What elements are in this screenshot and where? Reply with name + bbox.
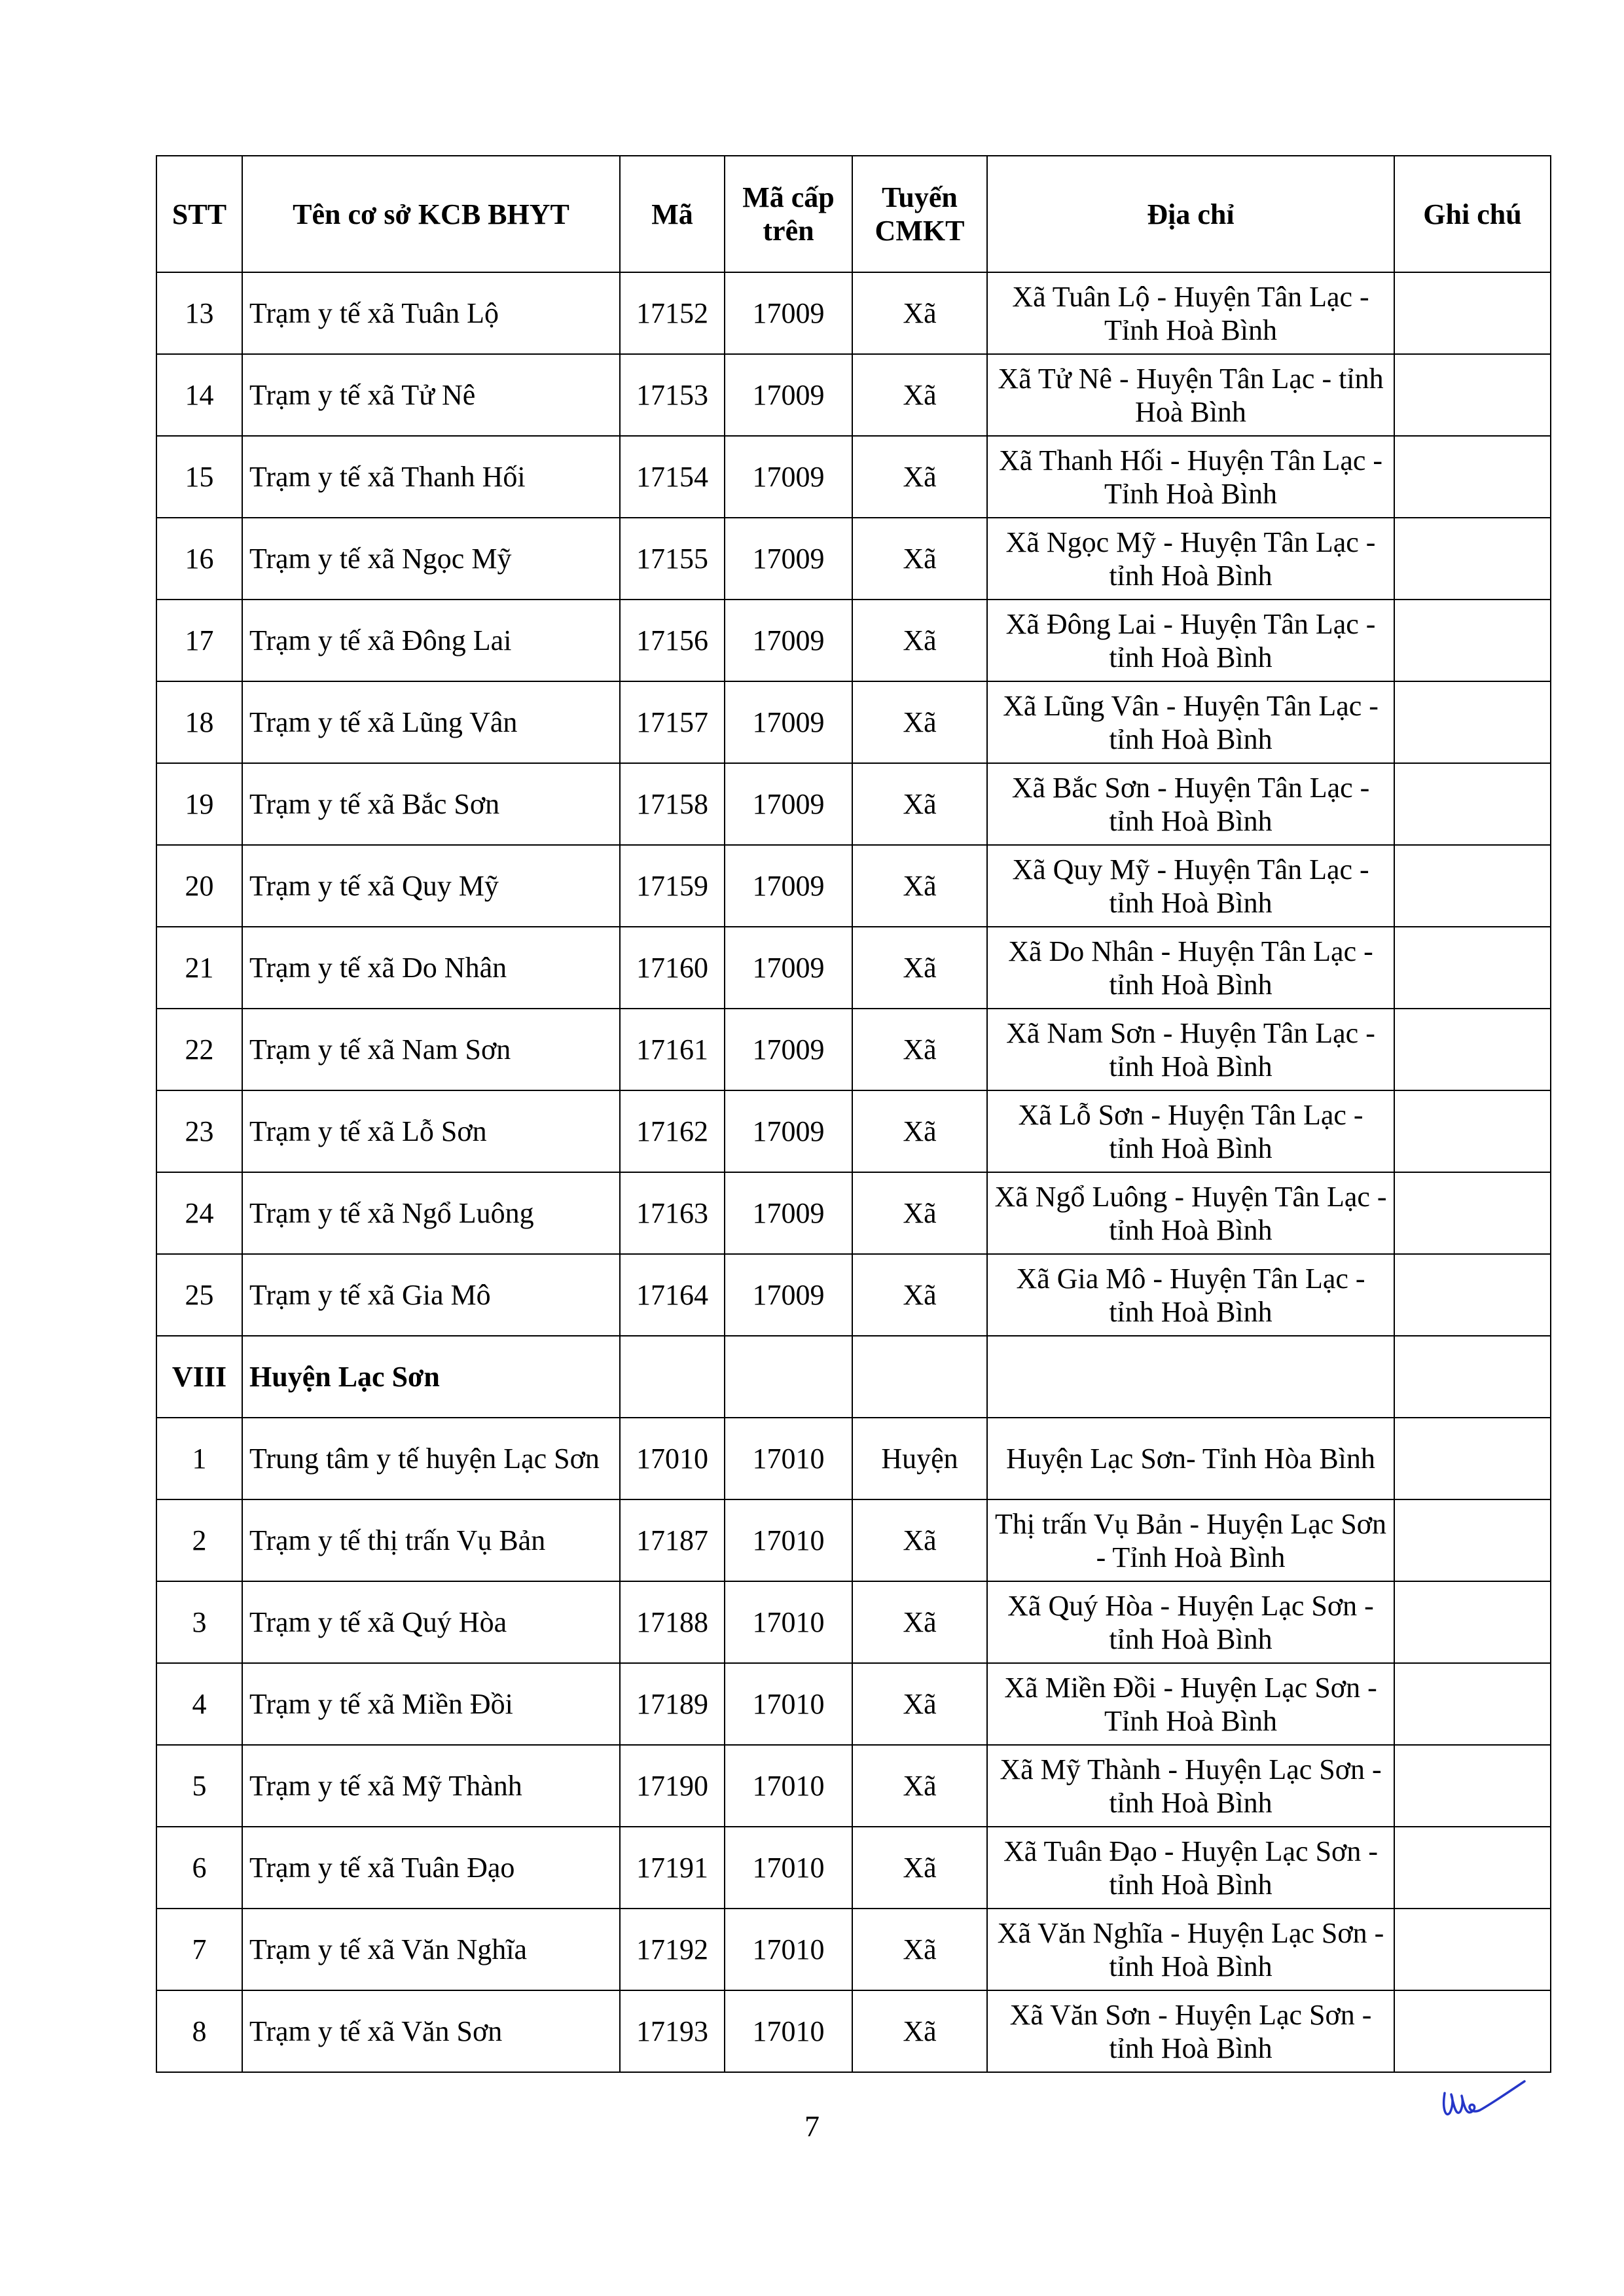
cell-note <box>1394 1663 1551 1745</box>
cell-name: Trạm y tế xã Tử Nê <box>242 354 620 436</box>
cell-level: Xã <box>852 518 987 600</box>
cell-stt: 25 <box>156 1254 242 1336</box>
cell-level: Xã <box>852 600 987 681</box>
cell-address: Xã Thanh Hối - Huyện Tân Lạc - Tỉnh Hoà Bình <box>987 436 1394 518</box>
cell-stt: 4 <box>156 1663 242 1745</box>
cell-parent-code: 17009 <box>725 518 852 600</box>
cell-note <box>1394 1745 1551 1827</box>
cell-stt: 22 <box>156 1009 242 1090</box>
cell-note <box>1394 518 1551 600</box>
cell-stt: 5 <box>156 1745 242 1827</box>
table-row <box>156 272 1551 354</box>
cell-name: Huyện Lạc Sơn <box>242 1336 620 1418</box>
cell-address: Xã Quy Mỹ - Huyện Tân Lạc - tỉnh Hoà Bình <box>987 845 1394 927</box>
table-row <box>156 1254 1551 1336</box>
header-code: Mã <box>620 156 725 272</box>
table-row <box>156 681 1551 763</box>
cell-code: 17154 <box>620 436 725 518</box>
cell-parent-code: 17010 <box>725 1581 852 1663</box>
header-level: Tuyến CMKT <box>852 156 987 272</box>
table-row <box>156 1581 1551 1663</box>
cell-address: Xã Đông Lai - Huyện Tân Lạc - tỉnh Hoà Bình <box>987 600 1394 681</box>
cell-stt: 21 <box>156 927 242 1009</box>
table-header <box>156 156 1551 272</box>
cell-level: Xã <box>852 845 987 927</box>
facility-table <box>156 155 1551 2073</box>
cell-stt: 15 <box>156 436 242 518</box>
cell-name: Trạm y tế xã Miền Đồi <box>242 1663 620 1745</box>
cell-level: Huyện <box>852 1418 987 1499</box>
cell-code: 17188 <box>620 1581 725 1663</box>
table-row <box>156 600 1551 681</box>
cell-parent-code: 17010 <box>725 1827 852 1909</box>
cell-parent-code: 17009 <box>725 600 852 681</box>
cell-note <box>1394 1581 1551 1663</box>
cell-note <box>1394 1909 1551 1990</box>
cell-level: Xã <box>852 436 987 518</box>
cell-stt: VIII <box>156 1336 242 1418</box>
cell-parent-code: 17009 <box>725 763 852 845</box>
cell-parent-code: 17010 <box>725 1663 852 1745</box>
cell-address: Xã Mỹ Thành - Huyện Lạc Sơn - tỉnh Hoà Bình <box>987 1745 1394 1827</box>
cell-stt: 14 <box>156 354 242 436</box>
cell-note <box>1394 845 1551 927</box>
cell-address: Xã Gia Mô - Huyện Tân Lạc - tỉnh Hoà Bình <box>987 1254 1394 1336</box>
cell-parent-code: 17009 <box>725 354 852 436</box>
cell-address: Xã Văn Nghĩa - Huyện Lạc Sơn - tỉnh Hoà Bình <box>987 1909 1394 1990</box>
cell-note <box>1394 1009 1551 1090</box>
cell-level: Xã <box>852 1990 987 2072</box>
table-row <box>156 1745 1551 1827</box>
header-stt: STT <box>156 156 242 272</box>
cell-parent-code: 17009 <box>725 927 852 1009</box>
cell-name: Trạm y tế xã Đông Lai <box>242 600 620 681</box>
cell-level: Xã <box>852 1581 987 1663</box>
cell-address: Xã Tử Nê - Huyện Tân Lạc - tỉnh Hoà Bình <box>987 354 1394 436</box>
header-note: Ghi chú <box>1394 156 1551 272</box>
cell-stt: 17 <box>156 600 242 681</box>
cell-note <box>1394 1499 1551 1581</box>
cell-stt: 19 <box>156 763 242 845</box>
cell-name: Trung tâm y tế huyện Lạc Sơn <box>242 1418 620 1499</box>
cell-level: Xã <box>852 927 987 1009</box>
cell-note <box>1394 1827 1551 1909</box>
cell-name: Trạm y tế xã Tuân Đạo <box>242 1827 620 1909</box>
cell-level: Xã <box>852 1090 987 1172</box>
cell-name: Trạm y tế xã Thanh Hối <box>242 436 620 518</box>
cell-level: Xã <box>852 681 987 763</box>
cell-name: Trạm y tế xã Văn Sơn <box>242 1990 620 2072</box>
cell-parent-code <box>725 1336 852 1418</box>
cell-level: Xã <box>852 1827 987 1909</box>
table-row <box>156 1663 1551 1745</box>
table-row <box>156 354 1551 436</box>
cell-parent-code: 17010 <box>725 1990 852 2072</box>
cell-name: Trạm y tế xã Gia Mô <box>242 1254 620 1336</box>
cell-parent-code: 17009 <box>725 1009 852 1090</box>
cell-parent-code: 17010 <box>725 1745 852 1827</box>
cell-level: Xã <box>852 1745 987 1827</box>
cell-code: 17156 <box>620 600 725 681</box>
cell-note <box>1394 1418 1551 1499</box>
cell-name: Trạm y tế xã Lũng Vân <box>242 681 620 763</box>
cell-name: Trạm y tế xã Lỗ Sơn <box>242 1090 620 1172</box>
cell-name: Trạm y tế xã Nam Sơn <box>242 1009 620 1090</box>
cell-code: 17159 <box>620 845 725 927</box>
header-address: Địa chỉ <box>987 156 1394 272</box>
cell-code: 17162 <box>620 1090 725 1172</box>
cell-stt: 23 <box>156 1090 242 1172</box>
cell-code: 17164 <box>620 1254 725 1336</box>
cell-code: 17161 <box>620 1009 725 1090</box>
cell-address: Xã Ngổ Luông - Huyện Tân Lạc - tỉnh Hoà Bình <box>987 1172 1394 1254</box>
cell-code: 17157 <box>620 681 725 763</box>
table-row <box>156 1172 1551 1254</box>
cell-address: Xã Ngọc Mỹ - Huyện Tân Lạc - tỉnh Hoà Bình <box>987 518 1394 600</box>
cell-stt: 8 <box>156 1990 242 2072</box>
cell-parent-code: 17010 <box>725 1499 852 1581</box>
cell-stt: 6 <box>156 1827 242 1909</box>
cell-code: 17160 <box>620 927 725 1009</box>
table-row <box>156 1827 1551 1909</box>
cell-level: Xã <box>852 1009 987 1090</box>
cell-stt: 18 <box>156 681 242 763</box>
header-name: Tên cơ sở KCB BHYT <box>242 156 620 272</box>
cell-name: Trạm y tế xã Ngổ Luông <box>242 1172 620 1254</box>
cell-code: 17193 <box>620 1990 725 2072</box>
cell-note <box>1394 272 1551 354</box>
cell-parent-code: 17009 <box>725 1090 852 1172</box>
cell-note <box>1394 1172 1551 1254</box>
cell-stt: 1 <box>156 1418 242 1499</box>
cell-level: Xã <box>852 1499 987 1581</box>
cell-stt: 24 <box>156 1172 242 1254</box>
cell-code: 17191 <box>620 1827 725 1909</box>
cell-address: Xã Do Nhân - Huyện Tân Lạc - tỉnh Hoà Bình <box>987 927 1394 1009</box>
cell-parent-code: 17009 <box>725 1172 852 1254</box>
cell-address: Huyện Lạc Sơn- Tỉnh Hòa Bình <box>987 1418 1394 1499</box>
cell-code: 17153 <box>620 354 725 436</box>
cell-address: Xã Văn Sơn - Huyện Lạc Sơn - tỉnh Hoà Bình <box>987 1990 1394 2072</box>
cell-parent-code: 17009 <box>725 845 852 927</box>
cell-name: Trạm y tế xã Do Nhân <box>242 927 620 1009</box>
cell-code: 17192 <box>620 1909 725 1990</box>
cell-address: Xã Tuân Lộ - Huyện Tân Lạc - Tỉnh Hoà Bình <box>987 272 1394 354</box>
table-row <box>156 1990 1551 2072</box>
cell-code: 17163 <box>620 1172 725 1254</box>
cell-level: Xã <box>852 1909 987 1990</box>
cell-note <box>1394 1990 1551 2072</box>
page-number: 7 <box>804 2109 820 2143</box>
cell-address: Xã Bắc Sơn - Huyện Tân Lạc - tỉnh Hoà Bình <box>987 763 1394 845</box>
cell-note <box>1394 436 1551 518</box>
cell-parent-code: 17009 <box>725 272 852 354</box>
table-body <box>156 272 1551 2072</box>
cell-code: 17187 <box>620 1499 725 1581</box>
cell-note <box>1394 1090 1551 1172</box>
cell-code: 17010 <box>620 1418 725 1499</box>
section-row <box>156 1336 1551 1418</box>
cell-address <box>987 1336 1394 1418</box>
cell-level: Xã <box>852 1254 987 1336</box>
table-row <box>156 1009 1551 1090</box>
table-row <box>156 1418 1551 1499</box>
cell-address: Xã Miền Đồi - Huyện Lạc Sơn - Tỉnh Hoà Bình <box>987 1663 1394 1745</box>
cell-stt: 16 <box>156 518 242 600</box>
cell-note <box>1394 927 1551 1009</box>
cell-code <box>620 1336 725 1418</box>
cell-parent-code: 17010 <box>725 1418 852 1499</box>
cell-level: Xã <box>852 354 987 436</box>
cell-address: Xã Quý Hòa - Huyện Lạc Sơn - tỉnh Hoà Bình <box>987 1581 1394 1663</box>
table-row <box>156 845 1551 927</box>
cell-note <box>1394 600 1551 681</box>
signature-icon <box>1437 2073 1528 2126</box>
table-row <box>156 518 1551 600</box>
cell-address: Xã Tuân Đạo - Huyện Lạc Sơn - tỉnh Hoà Bình <box>987 1827 1394 1909</box>
cell-address: Xã Lũng Vân - Huyện Tân Lạc - tỉnh Hoà Bình <box>987 681 1394 763</box>
cell-stt: 2 <box>156 1499 242 1581</box>
cell-address: Xã Lỗ Sơn - Huyện Tân Lạc - tỉnh Hoà Bình <box>987 1090 1394 1172</box>
cell-code: 17155 <box>620 518 725 600</box>
cell-parent-code: 17009 <box>725 1254 852 1336</box>
cell-level <box>852 1336 987 1418</box>
cell-code: 17152 <box>620 272 725 354</box>
header-parent-code: Mã cấp trên <box>725 156 852 272</box>
cell-code: 17189 <box>620 1663 725 1745</box>
cell-note <box>1394 763 1551 845</box>
table-row <box>156 763 1551 845</box>
cell-note <box>1394 1336 1551 1418</box>
cell-parent-code: 17009 <box>725 436 852 518</box>
cell-address: Thị trấn Vụ Bản - Huyện Lạc Sơn - Tỉnh Hoà Bình <box>987 1499 1394 1581</box>
cell-stt: 7 <box>156 1909 242 1990</box>
cell-name: Trạm y tế xã Mỹ Thành <box>242 1745 620 1827</box>
cell-note <box>1394 354 1551 436</box>
cell-name: Trạm y tế xã Ngọc Mỹ <box>242 518 620 600</box>
cell-level: Xã <box>852 1663 987 1745</box>
table-row <box>156 1909 1551 1990</box>
cell-parent-code: 17009 <box>725 681 852 763</box>
cell-name: Trạm y tế xã Quý Hòa <box>242 1581 620 1663</box>
cell-stt: 13 <box>156 272 242 354</box>
cell-level: Xã <box>852 272 987 354</box>
cell-address: Xã Nam Sơn - Huyện Tân Lạc - tỉnh Hoà Bình <box>987 1009 1394 1090</box>
cell-code: 17190 <box>620 1745 725 1827</box>
cell-parent-code: 17010 <box>725 1909 852 1990</box>
cell-level: Xã <box>852 1172 987 1254</box>
cell-code: 17158 <box>620 763 725 845</box>
cell-note <box>1394 681 1551 763</box>
cell-name: Trạm y tế xã Quy Mỹ <box>242 845 620 927</box>
cell-level: Xã <box>852 763 987 845</box>
table-row <box>156 436 1551 518</box>
cell-name: Trạm y tế xã Bắc Sơn <box>242 763 620 845</box>
header-row <box>156 156 1551 272</box>
table-row <box>156 1499 1551 1581</box>
cell-note <box>1394 1254 1551 1336</box>
table-row <box>156 927 1551 1009</box>
cell-stt: 3 <box>156 1581 242 1663</box>
cell-name: Trạm y tế xã Văn Nghĩa <box>242 1909 620 1990</box>
cell-name: Trạm y tế thị trấn Vụ Bản <box>242 1499 620 1581</box>
cell-stt: 20 <box>156 845 242 927</box>
table-row <box>156 1090 1551 1172</box>
cell-name: Trạm y tế xã Tuân Lộ <box>242 272 620 354</box>
